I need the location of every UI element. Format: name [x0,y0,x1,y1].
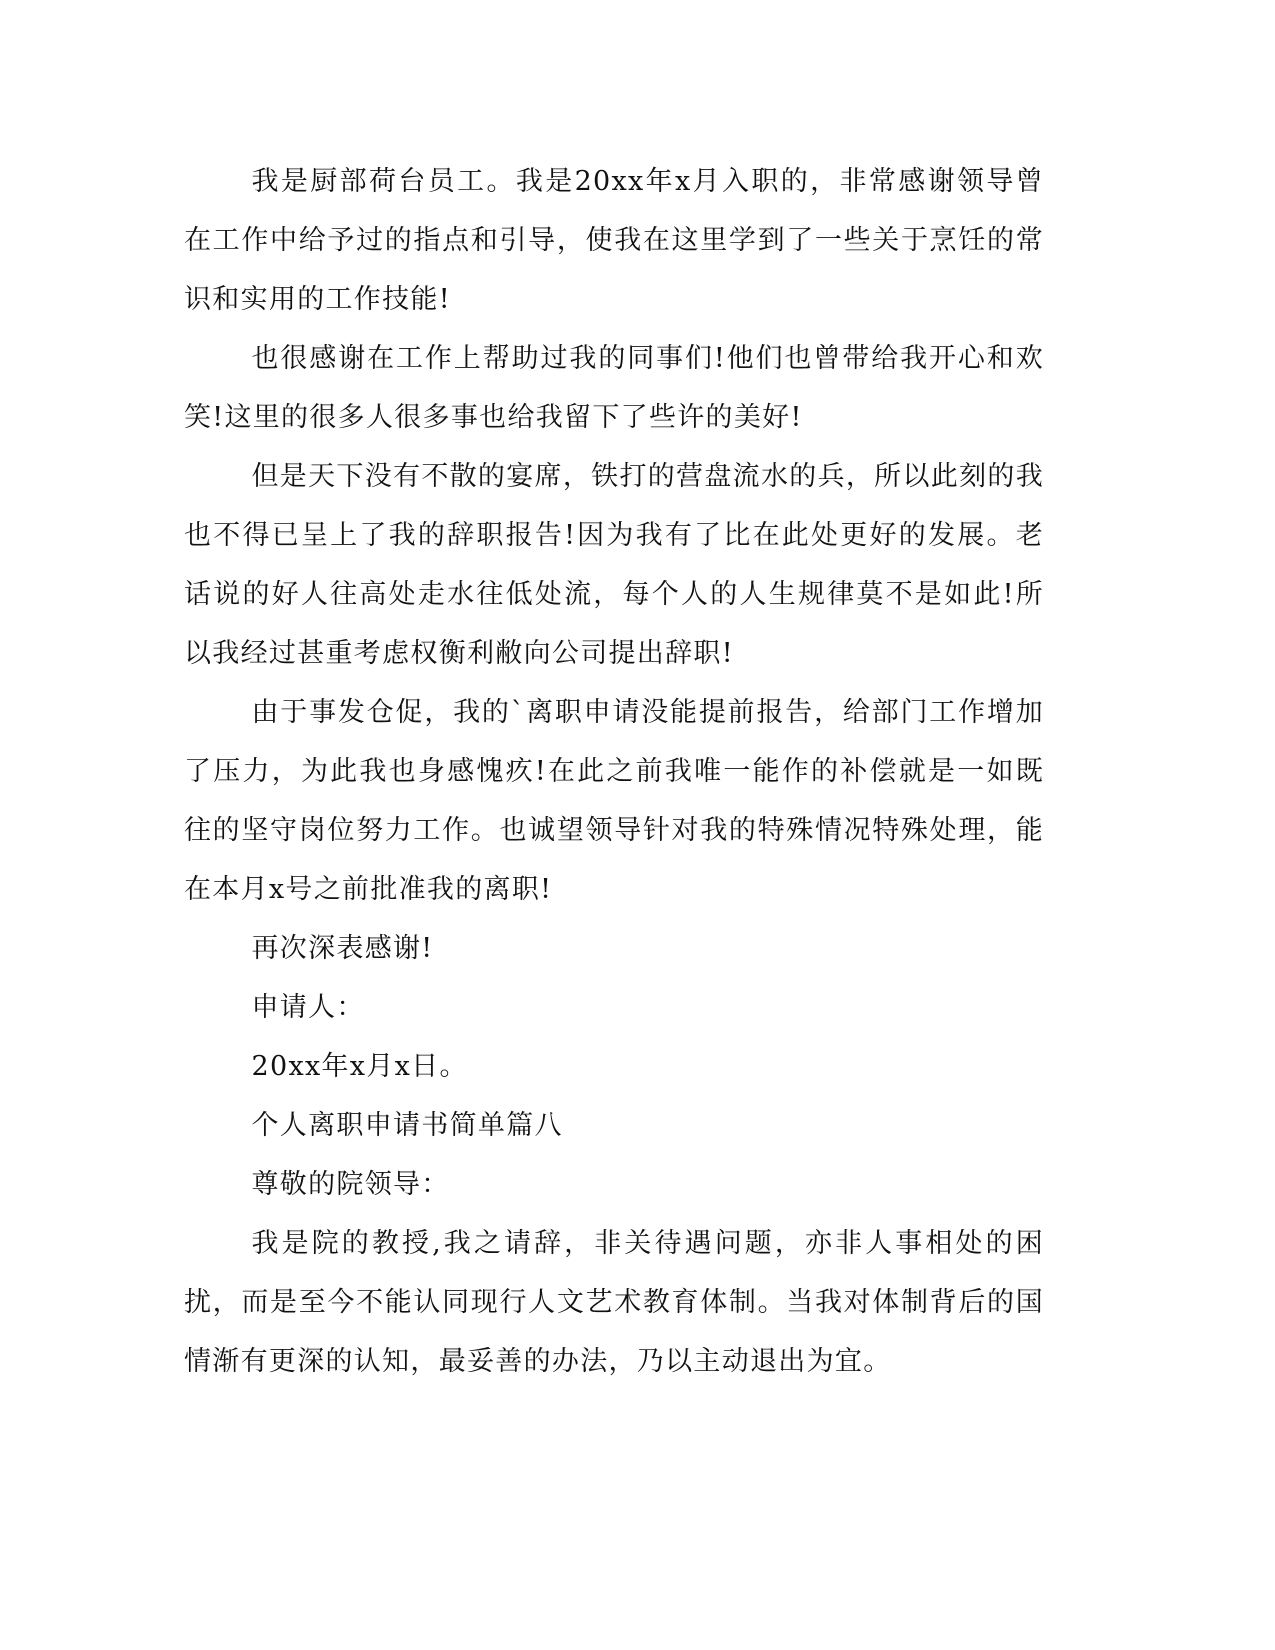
paragraph-resignation-reason: 但是天下没有不散的宴席，铁打的营盘流水的兵，所以此刻的我也不得已呈上了我的辞职报告!因为我有了比在此处更好的发展。老话说的好人往高处走水往低处流，每个人的人生规律莫不是如此!所以我经过甚重考虑权衡利敝向公司提出辞职! [184,461,1044,669]
paragraph-professor-resignation: 我是院的教授,我之请辞，非关待遇问题，亦非人事相处的困扰，而是至今不能认同现行人文艺术教育体制。当我对体制背后的国情渐有更深的认知，最妥善的办法，乃以主动退出为宜。 [184,1228,1044,1377]
paragraph-closing-thanks: 再次深表感谢! [251,933,434,964]
salutation: 尊敬的院领导： [251,1169,450,1200]
paragraph-apology: 由于事发仓促，我的`离职申请没能提前报告，给部门工作增加了压力，为此我也身感愧疚!在此之前我唯一能作的补偿就是一如既往的坚守岗位努力工作。也诚望领导针对我的特殊情况特殊处理，能在本月x号之前批准我的离职! [184,697,1044,905]
section-heading: 个人离职申请书简单篇八 [251,1110,563,1141]
paragraph-intro: 我是厨部荷台员工。我是20xx年x月入职的，非常感谢领导曾在工作中给予过的指点和引导，使我在这里学到了一些关于烹饪的常识和实用的工作技能! [184,166,1044,315]
date-line: 20xx年x月x日。 [251,1051,468,1082]
applicant-label: 申请人： [251,992,365,1023]
document-body [184,152,1044,1391]
paragraph-thanks-colleagues: 也很感谢在工作上帮助过我的同事们!他们也曾带给我开心和欢笑!这里的很多人很多事也给我留下了些许的美好! [184,343,1044,433]
